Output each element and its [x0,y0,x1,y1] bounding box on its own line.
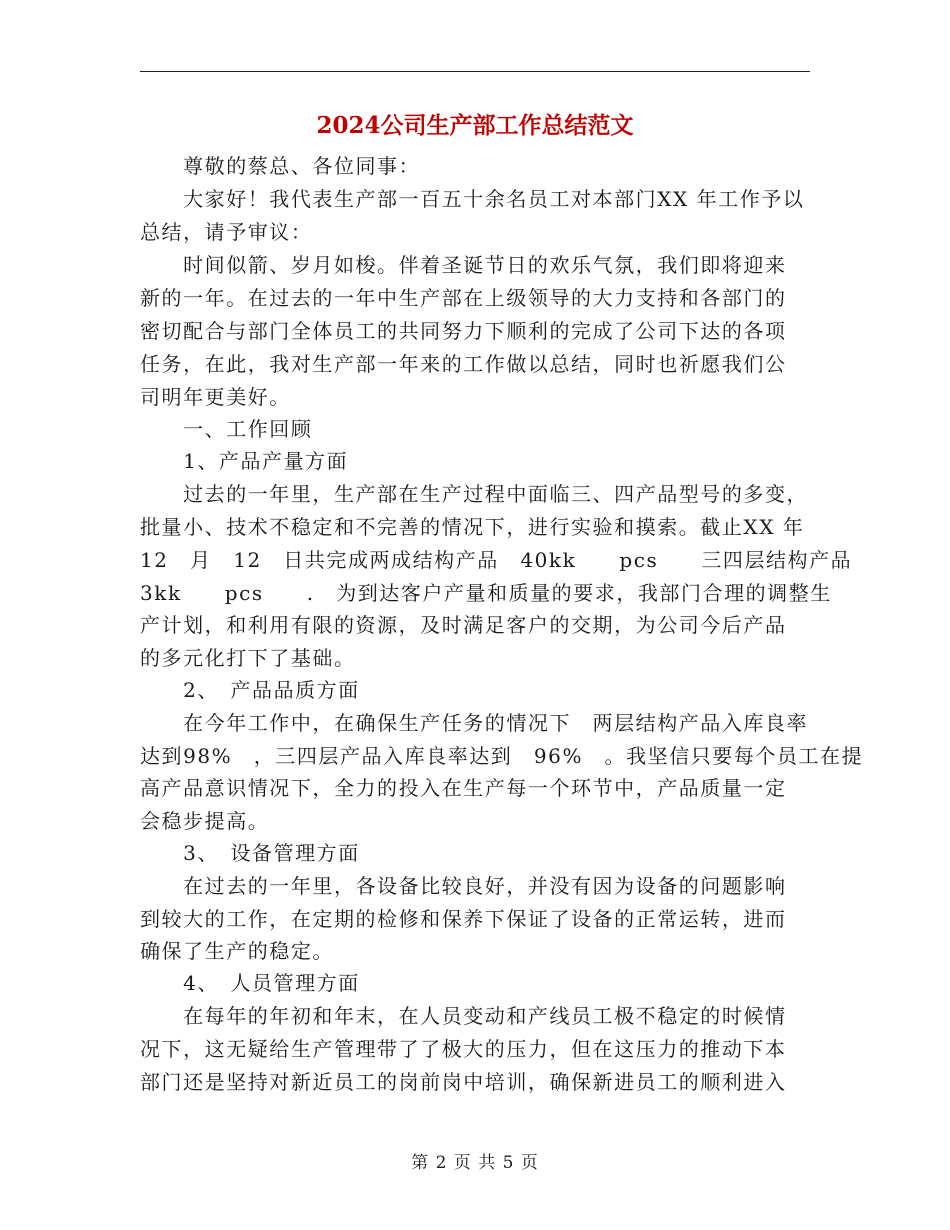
body-line: 到较大的工作，在定期的检修和保养下保证了设备的正常运转，进而 [140,907,787,931]
body-line: 任务，在此，我对生产部一年来的工作做以总结，同时也祈愿我们公 [140,352,787,376]
body-line: 大家好！我代表生产部一百五十余名员工对本部门XX 年工作予以 [140,187,805,211]
body-line: 批量小、技术不稳定和不完善的情况下，进行实验和摸索。截止XX 年 [140,515,805,539]
body-line: 12 月 12 日共完成两成结构产品 40kk pcs 三四层结构产品 [140,548,853,572]
body-line: 确保了生产的稳定。 [140,939,334,963]
body-line: 密切配合与部门全体员工的共同努力下顺利的完成了公司下达的各项 [140,319,787,343]
body-line: 过去的一年里，生产部在生产过程中面临三、四产品型号的多变， [140,482,809,506]
body-line: 况下，这无疑给生产管理带了了极大的压力，但在这压力的推动下本 [140,1037,787,1061]
body-line: 在过去的一年里，各设备比较良好，并没有因为设备的问题影响 [140,874,787,898]
header-rule [140,71,810,72]
section-heading: 一、工作回顾 [140,417,313,441]
body-line: 产计划，和利用有限的资源，及时满足客户的交期，为公司今后产品 [140,613,787,637]
body-line: 高产品意识情况下，全力的投入在生产每一个环节中，产品质量一定 [140,776,787,800]
body-line: 3kk pcs . 为到达客户产量和质量的要求，我部门合理的调整生 [140,581,832,605]
section-heading: 4、 人员管理方面 [140,971,360,995]
body-line: 在每年的年初和年末，在人员变动和产线员工极不稳定的时候情 [140,1004,787,1028]
section-heading: 3、 设备管理方面 [140,841,360,865]
body-line: 达到98% ，三四层产品入库良率达到 96% 。我坚信只要每个员工在提 [140,744,864,768]
section-heading: 2、 产品品质方面 [140,678,360,702]
document-title: 2024公司生产部工作总结范文 [316,112,634,139]
body-line: 的多元化打下了基础。 [140,646,356,670]
page-number: 第 2 页 共 5 页 [411,1153,539,1173]
body-line: 司明年更美好。 [140,385,291,409]
section-heading: 1、产品产量方面 [140,449,349,473]
body-line: 尊敬的蔡总、各位同事： [140,154,421,178]
body-line: 总结，请予审议： [140,220,313,244]
body-line: 新的一年。在过去的一年中生产部在上级领导的大力支持和各部门的 [140,286,787,310]
body-line: 在今年工作中，在确保生产任务的情况下 两层结构产品入库良率 [140,711,809,735]
body-line: 部门还是坚持对新近员工的岗前岗中培训，确保新进员工的顺利进入 [140,1070,787,1094]
body-line: 时间似箭、岁月如梭。伴着圣诞节日的欢乐气氛，我们即将迎来 [140,253,787,277]
body-line: 会稳步提高。 [140,809,270,833]
